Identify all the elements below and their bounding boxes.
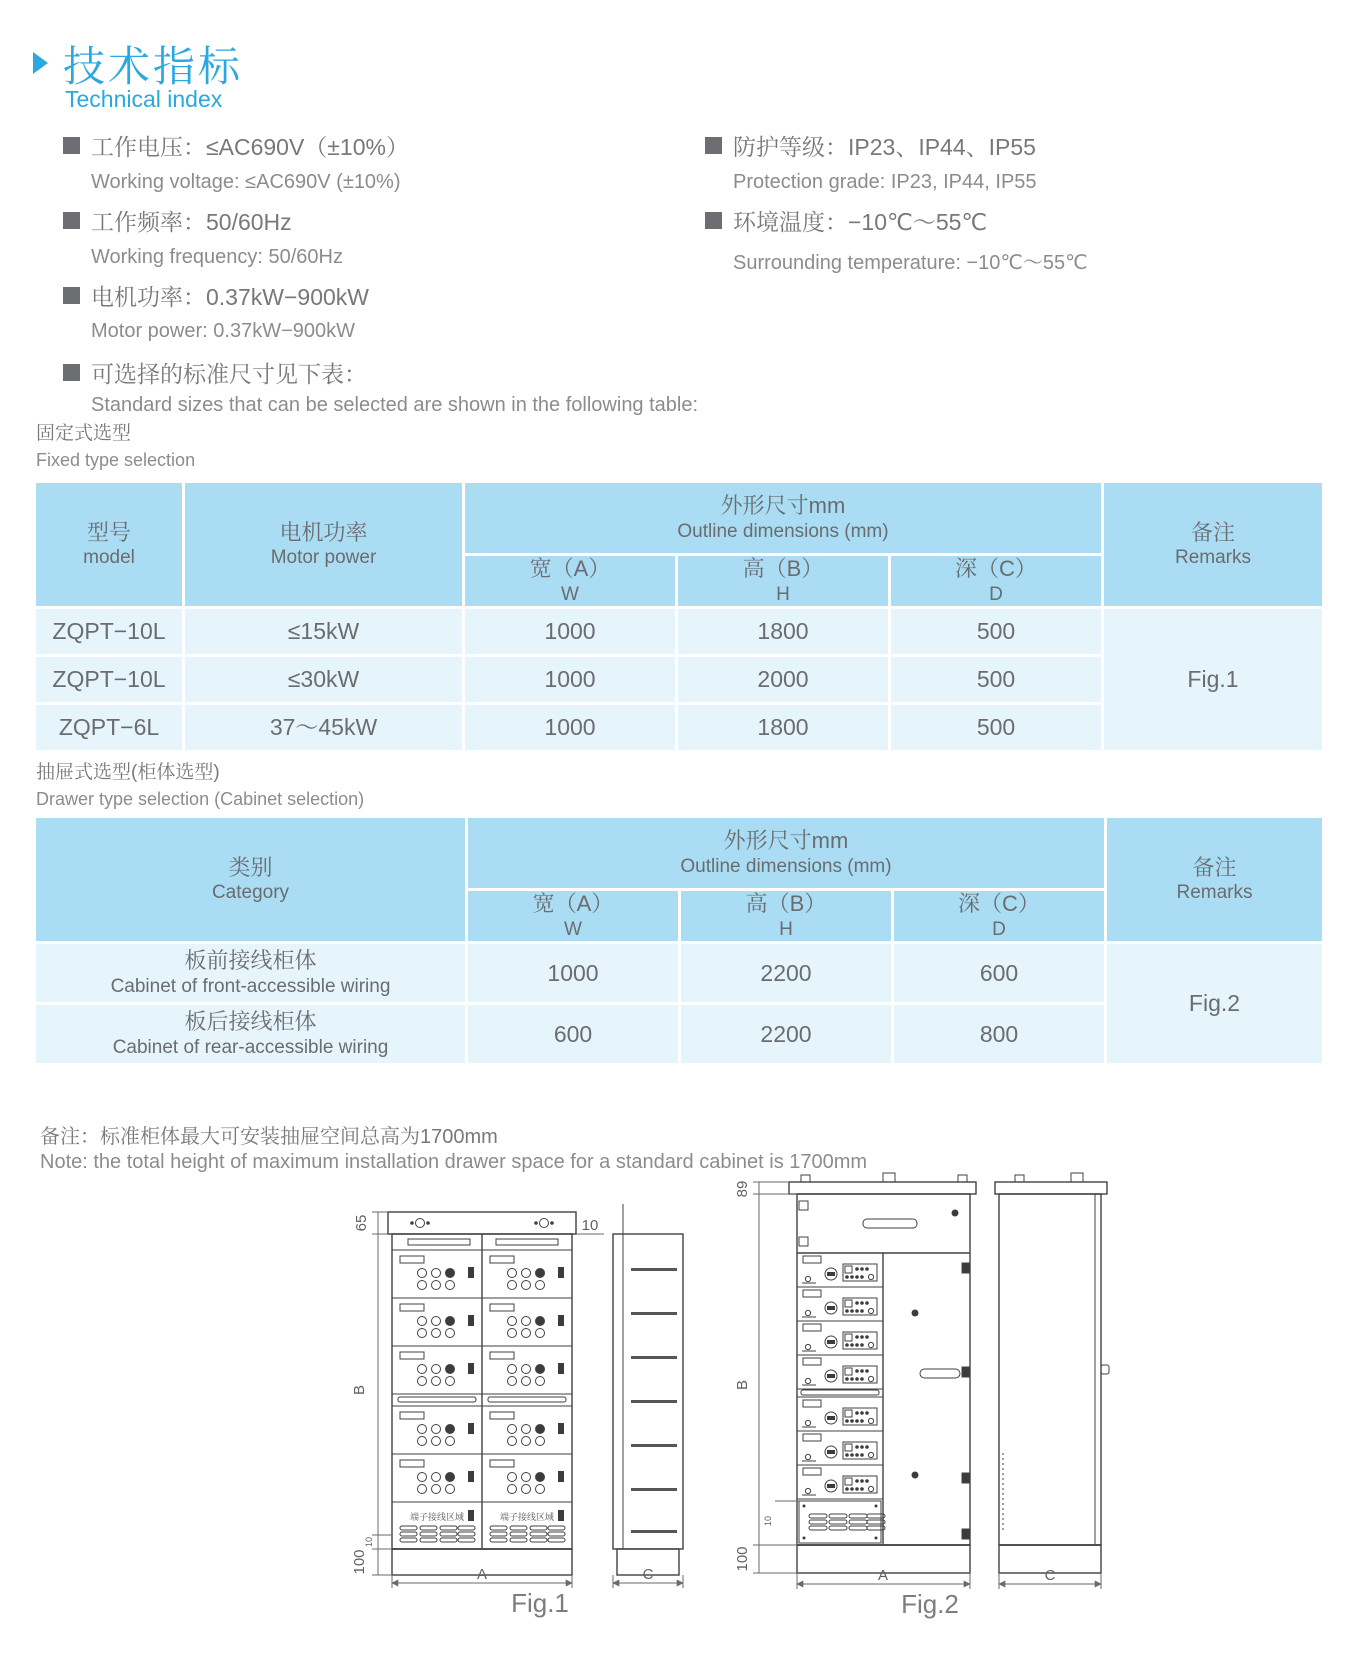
spec-protection-grade-zh: 防护等级：IP23、IP44、IP55 (733, 134, 1036, 160)
bullet-square-icon (63, 137, 80, 154)
section-arrow-icon (33, 52, 48, 74)
t1-r3-power: 37～45kW (185, 705, 462, 750)
t1-r3-w: 1000 (465, 705, 675, 750)
t2-header-remarks: 备注 Remarks (1107, 818, 1322, 941)
t2-r2-d: 800 (894, 1005, 1104, 1063)
fig1-side-view (613, 1204, 683, 1575)
t1-header-dimensions: 外形尺寸mm Outline dimensions (mm) (465, 483, 1101, 553)
fig2-caption: Fig.2 (901, 1589, 959, 1619)
spec-working-voltage-zh: 工作电压：≤AC690V（±10%） (91, 134, 409, 160)
t2-r1-category: 板前接线柜体 Cabinet of front-accessible wiring (36, 944, 465, 1002)
t2-r1-w: 1000 (468, 944, 678, 1002)
fig1-dim-rail: 65 (353, 1214, 370, 1232)
fig1-terminal-label: 端子接线区域 (499, 1512, 555, 1522)
fig2-side-view (995, 1173, 1109, 1573)
fig1-front-view (388, 1212, 576, 1575)
t1-r1-h: 1800 (678, 609, 888, 654)
spec-standard-sizes-zh: 可选择的标准尺寸见下表： (91, 361, 367, 387)
page-subtitle: Technical index (65, 86, 223, 112)
note-zh: 备注：标准柜体最大可安装抽屉空间总高为1700mm (40, 1126, 498, 1148)
t1-r1-power: ≤15kW (185, 609, 462, 654)
spec-working-voltage-en: Working voltage: ≤AC690V (±10%) (91, 171, 401, 193)
spec-working-frequency-zh: 工作频率：50/60Hz (91, 209, 292, 235)
spec-protection-grade (705, 129, 1036, 162)
fig2-front-view (789, 1173, 976, 1573)
spec-working-voltage (63, 129, 409, 162)
figure-fig1 (330, 1150, 700, 1640)
spec-working-frequency-en: Working frequency: 50/60Hz (91, 246, 343, 268)
t2-header-depth: 深（C） D (894, 891, 1104, 941)
spec-surrounding-temperature (705, 204, 987, 237)
spec-motor-power (63, 279, 369, 312)
t2-remarks-value: Fig.2 (1107, 944, 1322, 1063)
fig2-dim-width: A (877, 1567, 889, 1584)
t2-header-width: 宽（A） W (468, 891, 678, 941)
spec-standard-sizes-en: Standard sizes that can be selected are shown in the following table: (91, 394, 699, 416)
fig1-dim-depth: C (642, 1566, 654, 1583)
t2-header-height: 高（B） H (681, 891, 891, 941)
t1-header-remarks: 备注 Remarks (1104, 483, 1322, 606)
fig2-dim-depth: C (1044, 1567, 1056, 1584)
t1-r2-h: 2000 (678, 657, 888, 702)
t1-r2-w: 1000 (465, 657, 675, 702)
fig1-dim-lip: 10 (581, 1217, 599, 1234)
t1-r3-model: ZQPT−6L (36, 705, 182, 750)
t1-r1-w: 1000 (465, 609, 675, 654)
spec-protection-grade-en: Protection grade: IP23, IP44, IP55 (733, 171, 1037, 193)
fig1-terminal-label: 端子接线区域 (409, 1512, 465, 1522)
t1-r2-model: ZQPT−10L (36, 657, 182, 702)
t2-r1-d: 600 (894, 944, 1104, 1002)
t2-r1-h: 2200 (681, 944, 891, 1002)
section1-title-en: Fixed type selection (36, 450, 196, 470)
fig1-dim-plinth: 100 (351, 1549, 368, 1575)
t1-r3-h: 1800 (678, 705, 888, 750)
spec-standard-sizes (63, 356, 367, 389)
fig2-dimensions (734, 1181, 1101, 1589)
fig2-dim-vent: 10 (763, 1515, 773, 1527)
t2-r2-category: 板后接线柜体 Cabinet of rear-accessible wiring (36, 1005, 465, 1063)
bullet-square-icon (705, 212, 722, 229)
spec-motor-power-en: Motor power: 0.37kW−900kW (91, 320, 355, 342)
t1-header-model: 型号 model (36, 483, 182, 606)
fig1-dim-body: B (351, 1384, 368, 1396)
spec-working-frequency (63, 204, 292, 237)
fig2-dim-cap: 89 (734, 1180, 751, 1198)
drawer-type-table (36, 818, 1322, 1063)
t2-header-dimensions: 外形尺寸mm Outline dimensions (mm) (468, 818, 1104, 888)
t2-header-category: 类别 Category (36, 818, 465, 941)
t1-header-width: 宽（A） W (465, 556, 675, 606)
spec-surrounding-temperature-en: Surrounding temperature: −10℃～55℃ (733, 252, 1088, 274)
bullet-square-icon (705, 137, 722, 154)
t1-remarks-value: Fig.1 (1104, 609, 1322, 750)
section1-title-zh: 固定式选型 (36, 423, 132, 444)
t1-r3-d: 500 (891, 705, 1101, 750)
bullet-square-icon (63, 364, 80, 381)
page-title: 技术指标 (63, 43, 244, 90)
bullet-square-icon (63, 212, 80, 229)
t1-header-height: 高（B） H (678, 556, 888, 606)
fig2-dim-body: B (734, 1379, 751, 1391)
spec-surrounding-temperature-zh: 环境温度：−10℃～55℃ (733, 209, 988, 235)
section2-title-zh: 抽屉式选型(柜体选型) (36, 762, 220, 783)
t2-r2-h: 2200 (681, 1005, 891, 1063)
fig1-caption: Fig.1 (511, 1588, 569, 1618)
t1-r2-power: ≤30kW (185, 657, 462, 702)
fixed-type-table (36, 483, 1322, 750)
section2-title-en: Drawer type selection (Cabinet selection) (36, 789, 365, 809)
note-en: Note: the total height of maximum installation drawer space for a standard cabinet is 1700mm (40, 1151, 868, 1173)
t2-r2-w: 600 (468, 1005, 678, 1063)
figure-fig2 (715, 1085, 1115, 1630)
fig1-dim-width: A (476, 1566, 488, 1583)
t1-header-power: 电机功率 Motor power (185, 483, 462, 606)
fig1-dim-vent: 10 (364, 1536, 374, 1548)
t1-r1-model: ZQPT−10L (36, 609, 182, 654)
t1-r1-d: 500 (891, 609, 1101, 654)
bullet-square-icon (63, 287, 80, 304)
t1-r2-d: 500 (891, 657, 1101, 702)
spec-motor-power-zh: 电机功率：0.37kW−900kW (91, 284, 369, 310)
fig2-dim-plinth: 100 (734, 1546, 751, 1572)
t1-header-depth: 深（C） D (891, 556, 1101, 606)
